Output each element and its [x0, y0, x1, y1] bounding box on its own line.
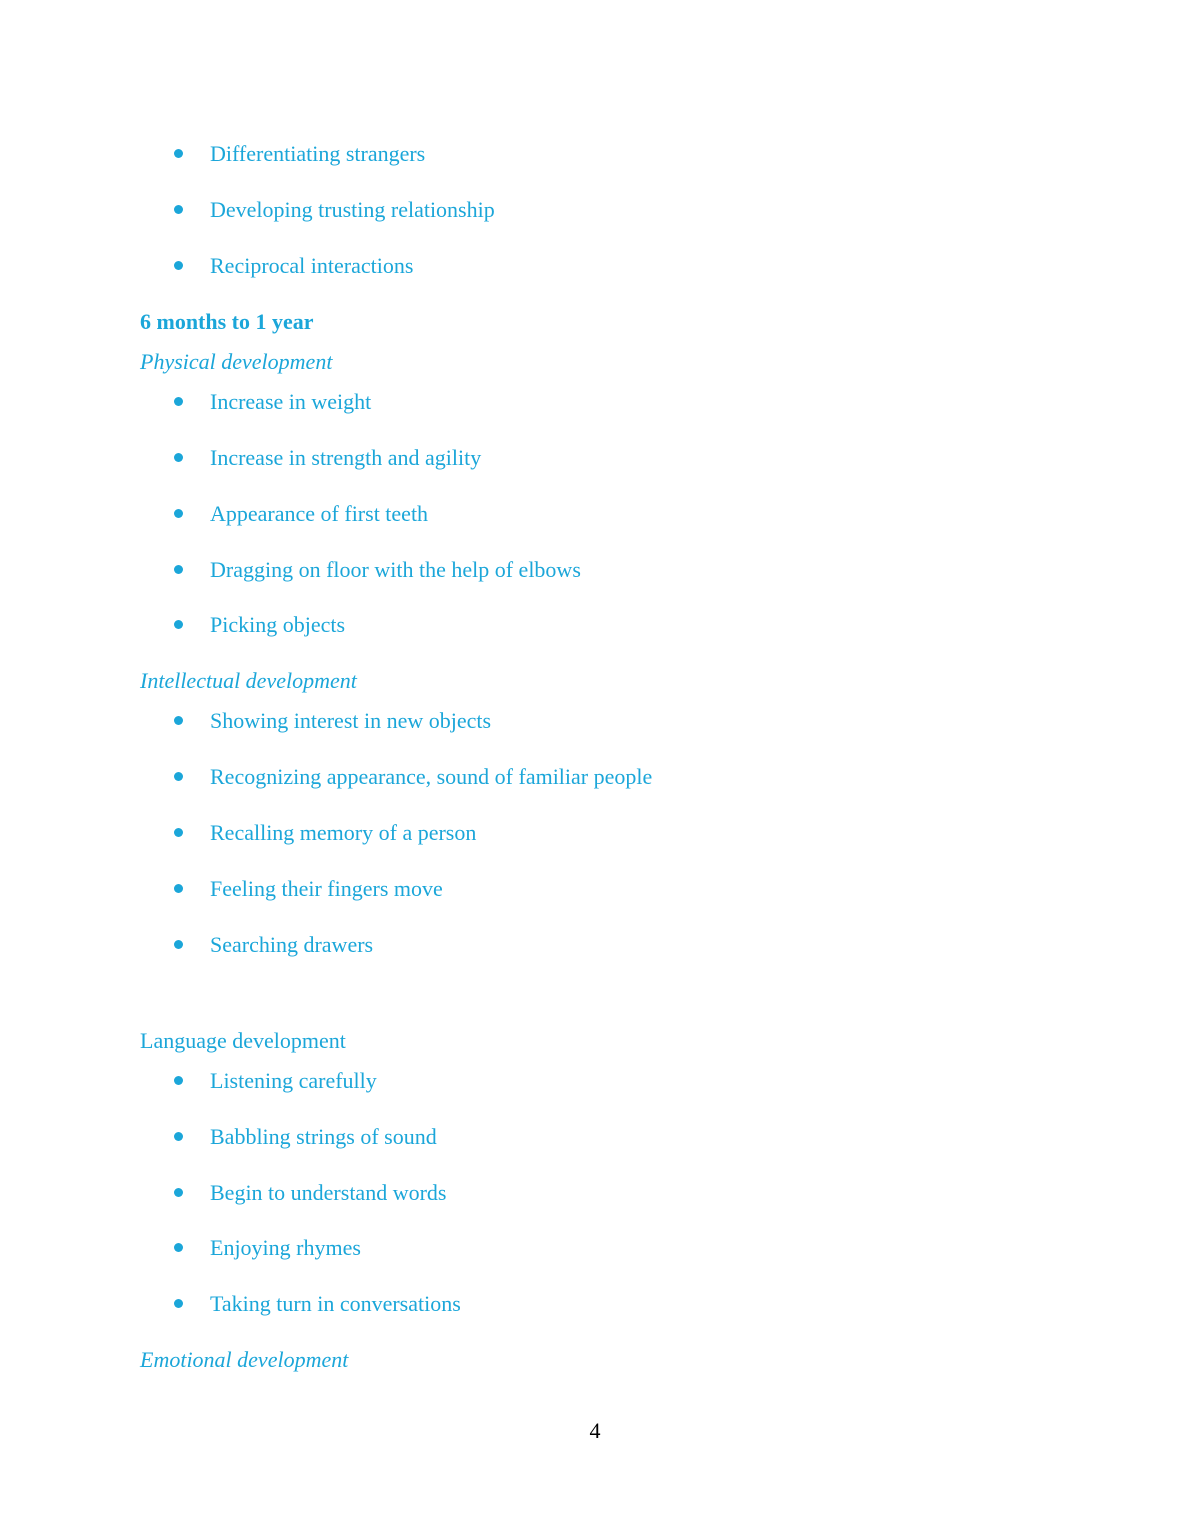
list-item-text: Begin to understand words: [210, 1180, 447, 1205]
list-item-text: Increase in strength and agility: [210, 445, 482, 470]
bullet-icon: [174, 1132, 183, 1141]
list-item-text: Developing trusting relationship: [210, 197, 495, 222]
bullet-icon: [174, 716, 183, 725]
emotional-development-heading: Emotional development: [140, 1347, 349, 1372]
list-item-text: Feeling their fingers move: [210, 876, 443, 901]
bullet-icon: [174, 620, 183, 629]
bullet-icon: [174, 565, 183, 574]
bullet-icon: [174, 205, 183, 214]
list-item-text: Recalling memory of a person: [210, 820, 477, 845]
list-item-text: Listening carefully: [210, 1068, 377, 1093]
list-item-text: Increase in weight: [210, 389, 372, 414]
page-number: 4: [589, 1418, 601, 1443]
bullet-icon: [174, 1076, 183, 1085]
list-item-text: Recognizing appearance, sound of familiar people: [210, 764, 653, 789]
bullet-icon: [174, 884, 183, 893]
list-item-text: Appearance of first teeth: [210, 501, 429, 526]
physical-development-heading: Physical development: [140, 349, 333, 374]
bullet-icon: [174, 509, 183, 518]
list-item-text: Enjoying rhymes: [210, 1235, 361, 1260]
list-item-text: Dragging on floor with the help of elbows: [210, 557, 581, 582]
bullet-icon: [174, 940, 183, 949]
language-development-heading: Language development: [140, 1028, 346, 1053]
list-item-text: Showing interest in new objects: [210, 708, 492, 733]
list-item-text: Differentiating strangers: [210, 141, 426, 166]
bullet-icon: [174, 397, 183, 406]
list-item-text: Picking objects: [210, 612, 346, 637]
list-item-text: Reciprocal interactions: [210, 253, 414, 278]
bullet-icon: [174, 772, 183, 781]
intellectual-development-heading: Intellectual development: [140, 668, 357, 693]
bullet-icon: [174, 828, 183, 837]
bullet-icon: [174, 261, 183, 270]
bullet-icon: [174, 1188, 183, 1197]
bullet-icon: [174, 453, 183, 462]
bullet-icon: [174, 149, 183, 158]
list-item-text: Babbling strings of sound: [210, 1124, 437, 1149]
bullet-icon: [174, 1299, 183, 1308]
list-item-text: Taking turn in conversations: [210, 1291, 461, 1316]
bullet-icon: [174, 1243, 183, 1252]
section-title: 6 months to 1 year: [140, 309, 314, 334]
list-item-text: Searching drawers: [210, 932, 374, 957]
